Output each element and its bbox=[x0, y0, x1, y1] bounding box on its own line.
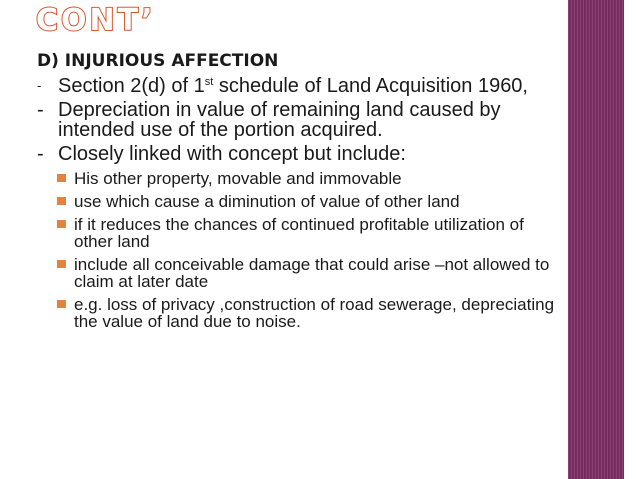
dash-marker: - bbox=[37, 78, 42, 93]
subpoint-3-text: if it reduces the chances of continued profitable utilization of other land bbox=[74, 215, 524, 251]
square-bullet-icon bbox=[57, 220, 66, 228]
subpoint-1 bbox=[37, 170, 557, 187]
point-2 bbox=[37, 100, 557, 140]
point-3-text: Closely linked with concept but include: bbox=[58, 143, 406, 165]
subpoint-5-text: e.g. loss of privacy ,construction of road sewerage, depreciating the value of land due to noise. bbox=[74, 295, 555, 331]
point-1 bbox=[37, 76, 557, 96]
square-bullet-icon bbox=[57, 260, 66, 268]
subpoint-4-text: include all conceivable damage that could arise –not allowed to claim at later date bbox=[74, 255, 550, 291]
decorative-stripe bbox=[568, 0, 624, 479]
square-bullet-icon bbox=[57, 300, 66, 308]
slide-content bbox=[37, 50, 557, 336]
dash-marker: - bbox=[37, 143, 44, 165]
square-bullet-icon bbox=[57, 197, 66, 205]
section-heading: D) INJURIOUS AFFECTION bbox=[37, 51, 279, 71]
stripe-edge bbox=[624, 0, 638, 479]
point-1-text-before: Section 2(d) of 1 bbox=[58, 75, 205, 97]
dash-marker: - bbox=[37, 99, 44, 121]
point-2-text: Depreciation in value of remaining land caused by intended use of the portion acquired. bbox=[58, 99, 501, 141]
point-1-text-after: schedule of Land Acquisition 1960, bbox=[213, 75, 528, 97]
subpoint-3 bbox=[37, 216, 557, 250]
subpoint-1-text: His other property, movable and immovable bbox=[74, 169, 402, 188]
subpoint-4 bbox=[37, 256, 557, 290]
point-3 bbox=[37, 144, 557, 164]
square-bullet-icon bbox=[57, 174, 66, 182]
point-1-superscript: st bbox=[204, 76, 214, 88]
subpoint-2 bbox=[37, 193, 557, 210]
subpoint-2-text: use which cause a diminution of value of other land bbox=[74, 192, 460, 211]
slide-title: CONT’ bbox=[36, 3, 156, 38]
subpoint-5 bbox=[37, 296, 557, 330]
